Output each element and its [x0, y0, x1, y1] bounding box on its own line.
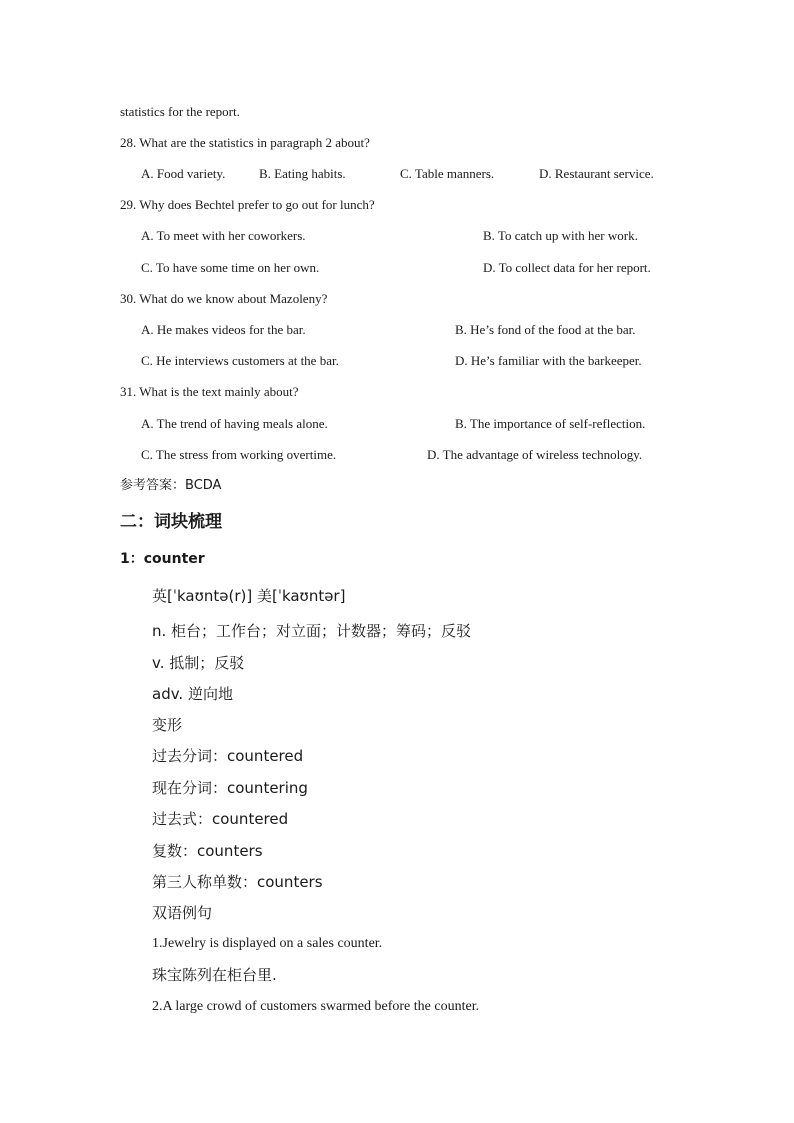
question-30-option-b: B. He’s fond of the food at the bar. [455, 322, 636, 337]
question-28-option-b: B. Eating habits. [259, 166, 346, 181]
entry-adverb-definition: adv. 逆向地 [152, 685, 233, 703]
question-28-option-a: A. Food variety. [141, 166, 226, 181]
section-title: 二：词块梳理 [120, 512, 222, 532]
form-present-participle: 现在分词：countering [152, 779, 308, 797]
question-31-stem: 31. What is the text mainly about? [120, 384, 299, 399]
question-29-option-c: C. To have some time on her own. [141, 260, 320, 275]
question-31-option-d: D. The advantage of wireless technology. [427, 447, 643, 462]
question-28-option-d: D. Restaurant service. [539, 166, 654, 181]
example-2-english: 2.A large crowd of customers swarmed before the counter. [152, 999, 480, 1014]
form-past-tense: 过去式：countered [152, 810, 289, 828]
question-30-option-d: D. He’s familiar with the barkeeper. [455, 353, 642, 368]
question-28-option-c: C. Table manners. [400, 166, 495, 181]
form-plural: 复数：counters [152, 842, 263, 860]
question-28-stem: 28. What are the statistics in paragraph 2 about? [120, 135, 370, 150]
question-30-option-c: C. He interviews customers at the bar. [141, 353, 339, 368]
form-past-participle: 过去分词：countered [152, 747, 304, 765]
entry-verb-definition: v. 抵制；反驳 [152, 654, 245, 672]
entry-noun-definition: n. 柜台；工作台；对立面；计数器；筹码；反驳 [152, 622, 472, 640]
entry-phonetic: 英[ˈkaʊntə(r)] 美[ˈkaʊntər] [152, 587, 346, 605]
question-31-option-b: B. The importance of self-reflection. [455, 416, 646, 431]
question-29-option-a: A. To meet with her coworkers. [141, 228, 306, 243]
question-29-stem: 29. Why does Bechtel prefer to go out for lunch? [120, 197, 375, 212]
question-31-option-a: A. The trend of having meals alone. [141, 416, 328, 431]
question-30-stem: 30. What do we know about Mazoleny? [120, 291, 328, 306]
passage-continuation: statistics for the report. [120, 104, 240, 119]
answer-key: 参考答案：BCDA [120, 478, 222, 493]
example-1-english: 1.Jewelry is displayed on a sales counter. [152, 936, 383, 951]
examples-title: 双语例句 [152, 904, 213, 922]
entry-heading: 1：counter [120, 551, 205, 567]
question-29-option-d: D. To collect data for her report. [483, 260, 651, 275]
forms-title: 变形 [152, 716, 183, 734]
question-30-option-a: A. He makes videos for the bar. [141, 322, 306, 337]
question-31-option-c: C. The stress from working overtime. [141, 447, 337, 462]
form-third-person: 第三人称单数：counters [152, 873, 323, 891]
example-1-chinese: 珠宝陈列在柜台里. [152, 966, 277, 984]
question-29-option-b: B. To catch up with her work. [483, 228, 638, 243]
